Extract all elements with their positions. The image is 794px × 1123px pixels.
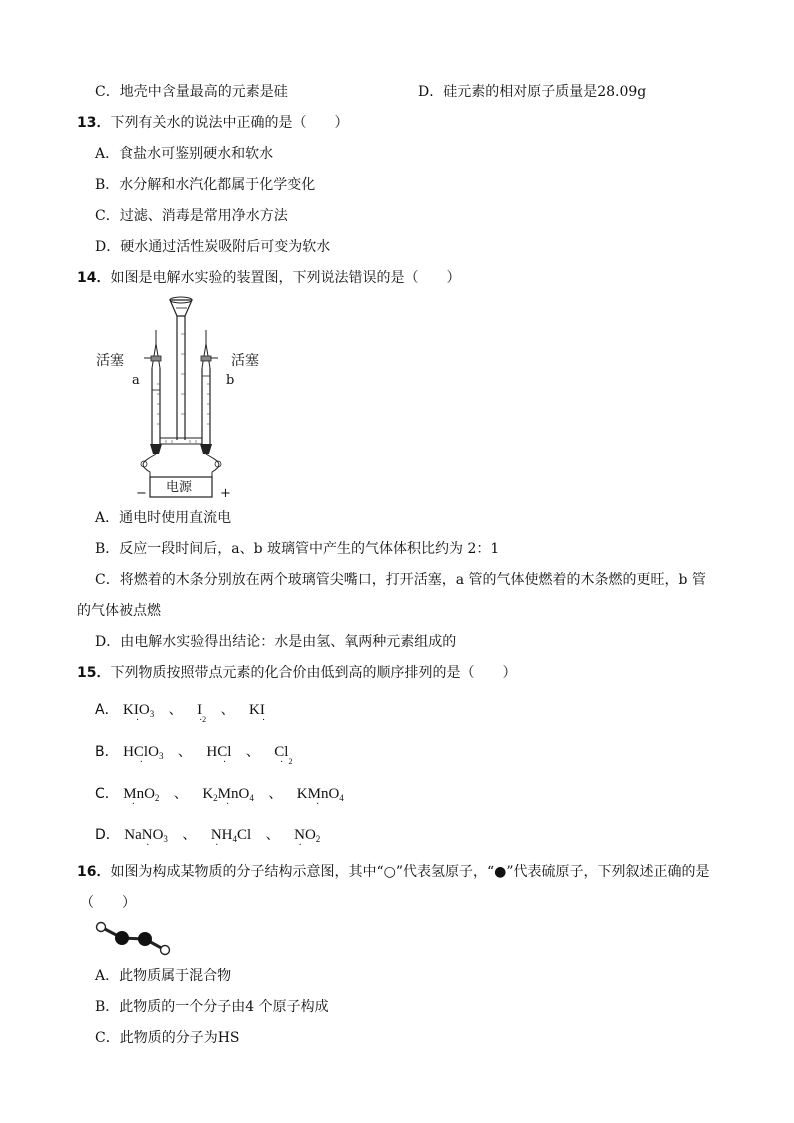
q13-stem: 下列有关水的说法中正确的是（ ） — [110, 115, 349, 131]
formula-i2: $I \cdot_2$ — [197, 702, 206, 718]
q14-number: 14． — [77, 270, 111, 286]
q16-option-a: A．此物质属于混合物 — [95, 968, 232, 984]
tube-b-label: b — [226, 373, 235, 388]
q13-option-c: C．过滤、消毒是常用净水方法 — [95, 208, 288, 224]
sulfur-atom-icon — [138, 932, 152, 946]
q14-option-b: B．反应一段时间后，a、b 玻璃管中产生的气体体积比约为 2：1 — [95, 541, 500, 557]
q15-option-c-letter: C． — [95, 786, 119, 802]
q16-option-c: C．此物质的分子为HS — [95, 1030, 240, 1046]
right-valve-label: 活塞 — [231, 353, 259, 369]
formula-k2mno4: $K_2Mn \cdot O_4$ — [202, 786, 254, 802]
q13-option-d: D．硬水通过活性炭吸附后可变为软水 — [95, 239, 331, 255]
separator: 、 — [177, 744, 192, 760]
electrolysis-apparatus-drawing — [92, 294, 272, 504]
q14-option-d: D．由电解水实验得出结论：水是由氢、氧两种元素组成的 — [95, 634, 457, 650]
formula-ki: KI · — [249, 702, 265, 718]
formula-cl2: $Cl \cdot_2$ — [274, 744, 292, 760]
q16-stem-line — [77, 862, 710, 882]
formula-kio3: KI $\cdot O_3$ — [123, 702, 154, 718]
q14-stem-line — [77, 268, 460, 288]
q14-stem: 如图是电解水实验的装置图，下列说法错误的是（ ） — [110, 270, 461, 286]
q15-option-d-letter: D． — [95, 827, 120, 843]
q15-option-b — [95, 742, 292, 772]
q15-option-a — [95, 700, 265, 730]
formula-nh4cl: $N \cdot H_4Cl$ — [211, 827, 251, 843]
q16-option-b: B．此物质的一个分子由4 个原子构成 — [95, 999, 329, 1015]
separator: 、 — [220, 702, 235, 718]
positive-terminal-label: + — [220, 486, 231, 501]
separator: 、 — [268, 786, 283, 802]
q13-stem-line — [77, 113, 348, 133]
separator: 、 — [168, 702, 183, 718]
power-supply-label: 电源 — [166, 480, 193, 495]
q15-option-b-letter: B． — [95, 744, 119, 760]
hydrogen-atom-icon — [97, 923, 106, 932]
formula-nano3: NaN $\cdot O_3$ — [124, 827, 168, 843]
q15-number: 15． — [77, 665, 111, 681]
q16-stem-cont: （ ） — [80, 895, 136, 911]
left-valve-label: 活塞 — [96, 353, 124, 369]
formula-hclo3: HCl $\cdot O_3$ — [123, 744, 163, 760]
formula-hcl: HCl · — [206, 744, 231, 760]
molecule-structure-diagram — [92, 918, 174, 958]
q15-stem: 下列物质按照带点元素的化合价由低到高的顺序排列的是（ ） — [110, 665, 517, 681]
q15-option-a-letter: A． — [95, 702, 119, 718]
separator: 、 — [245, 744, 260, 760]
formula-kmno4: KMn $\cdot O_4$ — [297, 786, 344, 802]
electrolysis-apparatus-figure — [92, 294, 272, 504]
q16-stem: 如图为构成某物质的分子结构示意图，其中“○”代表氢原子，“●”代表硫原子，下列叙述正确的是 — [110, 864, 710, 880]
formula-mno2: $Mn \cdot O_2$ — [123, 786, 159, 802]
q12-option-c: C．地壳中含量最高的元素是硅 — [95, 84, 288, 100]
q15-option-c — [95, 784, 344, 808]
negative-terminal-label: − — [136, 486, 147, 501]
q14-option-c-cont: 的气体被点燃 — [77, 603, 161, 619]
q13-number: 13． — [77, 115, 111, 131]
hydrogen-atom-icon — [161, 946, 170, 955]
q14-option-a: A．通电时使用直流电 — [95, 510, 232, 526]
q14-option-c: C．将燃着的木条分别放在两个玻璃管尖嘴口，打开活塞，a 管的气体使燃着的木条燃的更旺，b 管 — [95, 572, 706, 588]
formula-no2: $N \cdot O_2$ — [294, 827, 320, 843]
separator: 、 — [182, 827, 197, 843]
q13-option-a: A．食盐水可鉴别硬水和软水 — [95, 146, 274, 162]
q12-option-d: D．硅元素的相对原子质量是28.09g — [418, 84, 647, 100]
q13-option-b: B．水分解和水汽化都属于化学变化 — [95, 177, 316, 193]
separator: 、 — [173, 786, 188, 802]
separator: 、 — [265, 827, 280, 843]
q15-option-d — [95, 825, 320, 849]
q16-number: 16． — [77, 864, 111, 880]
sulfur-atom-icon — [115, 931, 129, 945]
q15-stem-line — [77, 663, 516, 683]
tube-a-label: a — [132, 373, 140, 388]
